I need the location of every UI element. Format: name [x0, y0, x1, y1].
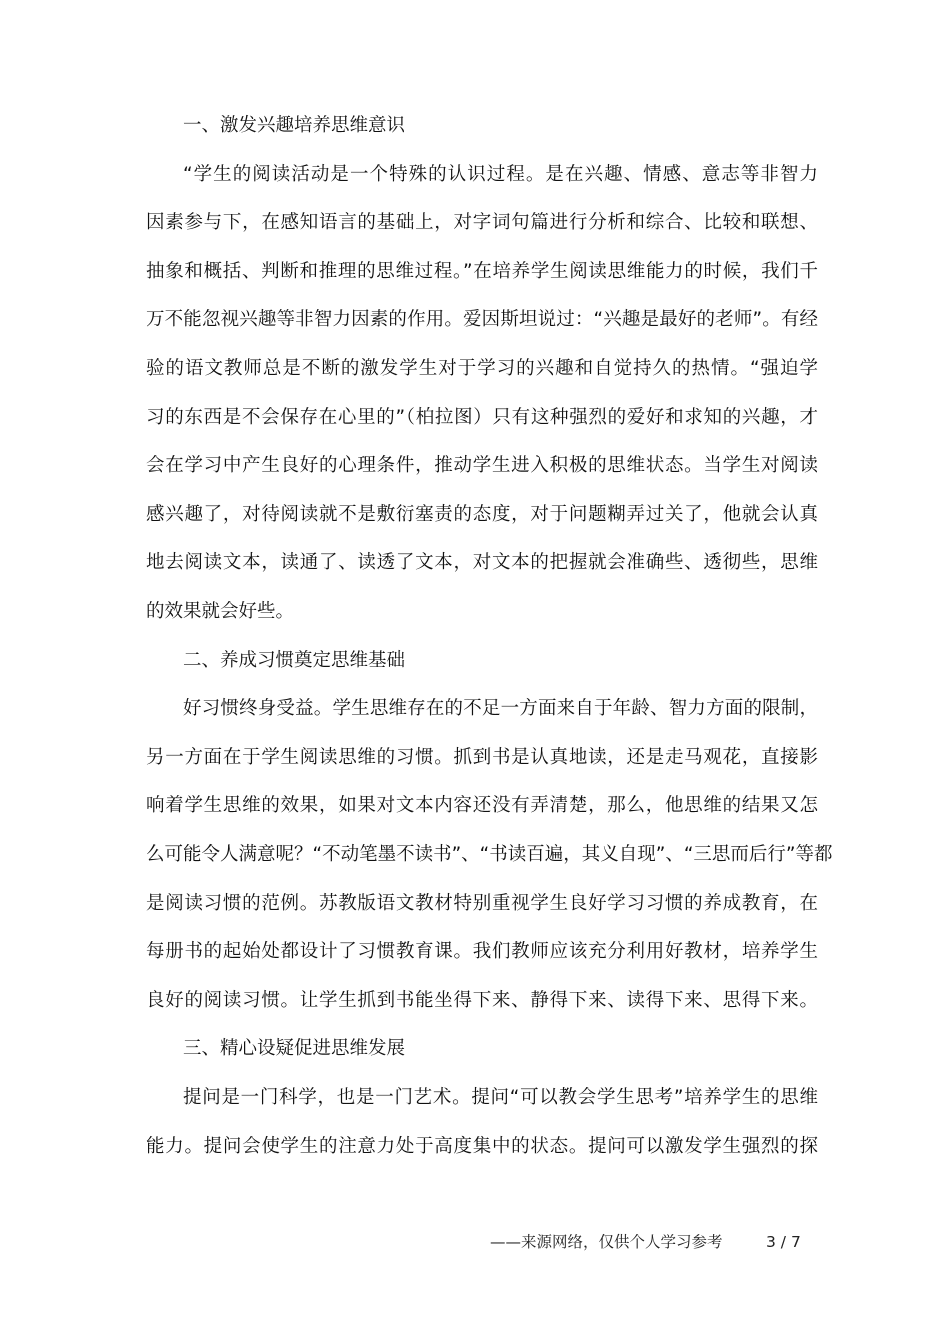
- text-line: 感兴趣了，对待阅读就不是敷衍塞责的态度，对于问题糊弄过关了，他就会认真: [146, 504, 818, 525]
- footer-source-note: ——来源网络，仅供个人学习参考: [490, 1233, 723, 1251]
- text-line: 验的语文教师总是不断的激发学生对于学习的兴趣和自觉持久的热情。“强迫学: [146, 358, 818, 379]
- text-line: “学生的阅读活动是一个特殊的认识过程。是在兴趣、情感、意志等非智力: [183, 164, 818, 185]
- text-line: 三、精心设疑促进思维发展: [183, 1038, 406, 1059]
- text-line: 地去阅读文本，读通了、读透了文本，对文本的把握就会准确些、透彻些，思维: [146, 552, 818, 573]
- page-number: 3 / 7: [766, 1233, 801, 1251]
- text-line: 另一方面在于学生阅读思维的习惯。抓到书是认真地读，还是走马观花，直接影: [146, 747, 818, 768]
- text-line: 提问是一门科学，也是一门艺术。提问“可以教会学生思考”培养学生的思维: [183, 1087, 818, 1108]
- text-line: 么可能令人满意呢？“不动笔墨不读书”、“书读百遍，其义自现”、“三思而后行”等都: [146, 844, 833, 865]
- text-line: 好习惯终身受益。学生思维存在的不足一方面来自于年龄、智力方面的限制，: [183, 698, 818, 719]
- text-line: 因素参与下，在感知语言的基础上，对字词句篇进行分析和综合、比较和联想、: [146, 212, 818, 233]
- text-line: 能力。提问会使学生的注意力处于高度集中的状态。提问可以激发学生强烈的探: [146, 1136, 818, 1157]
- text-line: 每册书的起始处都设计了习惯教育课。我们教师应该充分利用好教材，培养学生: [146, 941, 818, 962]
- text-line: 会在学习中产生良好的心理条件，推动学生进入积极的思维状态。当学生对阅读: [146, 455, 818, 476]
- text-line: 二、养成习惯奠定思维基础: [183, 650, 406, 671]
- text-line: 习的东西是不会保存在心里的”（柏拉图）只有这种强烈的爱好和求知的兴趣，才: [146, 407, 818, 428]
- text-line: 万不能忽视兴趣等非智力因素的作用。爱因斯坦说过：“兴趣是最好的老师”。有经: [146, 309, 818, 330]
- text-line: 响着学生思维的效果，如果对文本内容还没有弄清楚，那么，他思维的结果又怎: [146, 795, 818, 816]
- text-line: 抽象和概括、判断和推理的思维过程。”在培养学生阅读思维能力的时候，我们千: [146, 261, 818, 282]
- text-line: 一、激发兴趣培养思维意识: [183, 115, 406, 136]
- text-line: 是阅读习惯的范例。苏教版语文教材特别重视学生良好学习习惯的养成教育，在: [146, 893, 818, 914]
- text-line: 的效果就会好些。: [146, 601, 295, 622]
- text-line: 良好的阅读习惯。让学生抓到书能坐得下来、静得下来、读得下来、思得下来。: [146, 990, 818, 1011]
